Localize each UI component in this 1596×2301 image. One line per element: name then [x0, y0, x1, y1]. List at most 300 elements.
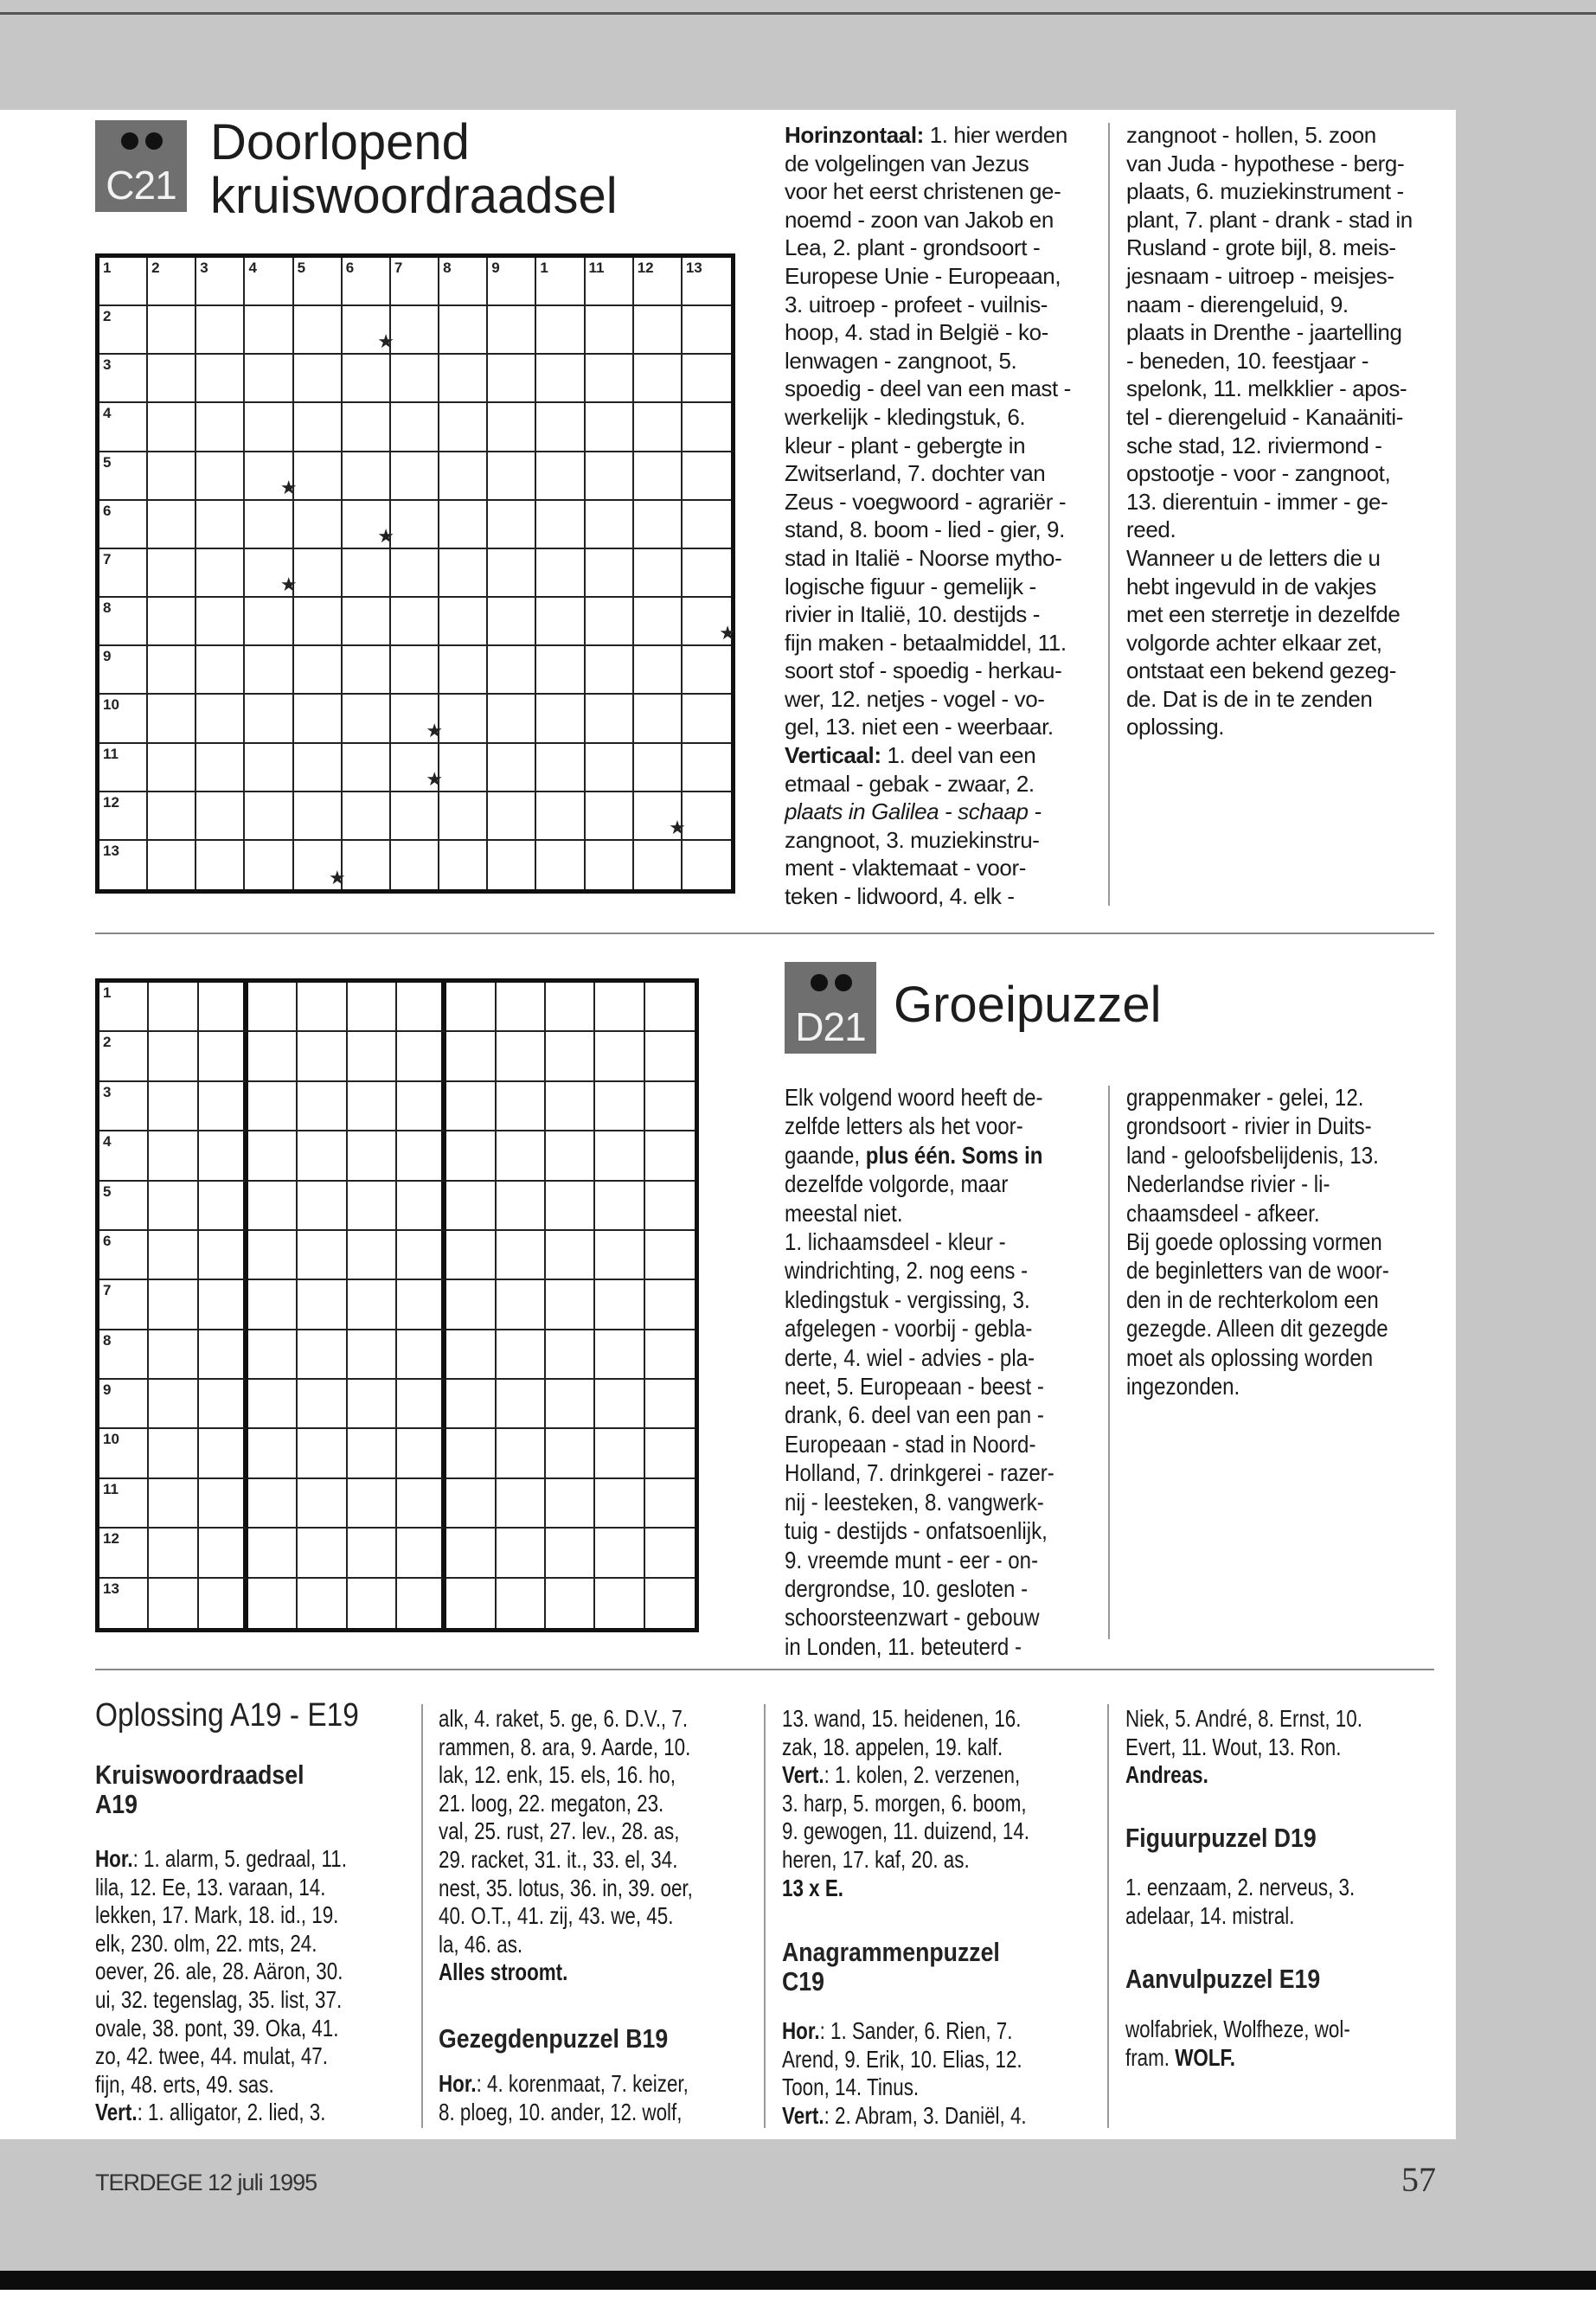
grid-cell[interactable] [391, 744, 444, 792]
grid-cell[interactable] [348, 1579, 397, 1628]
grid-cell[interactable] [343, 792, 391, 841]
grid-cell[interactable] [586, 695, 634, 743]
grid-cell[interactable] [245, 501, 293, 549]
grid-cell[interactable] [546, 1380, 595, 1429]
grid-cell[interactable] [634, 501, 683, 549]
grid-cell[interactable] [586, 452, 634, 501]
grid-cell[interactable] [586, 549, 634, 598]
grid-cell[interactable] [99, 1429, 149, 1478]
grid-cell[interactable] [439, 598, 488, 646]
grid-cell[interactable] [248, 1182, 298, 1231]
grid-cell[interactable] [546, 1429, 595, 1478]
grid-cell[interactable] [196, 792, 245, 841]
grid-cell[interactable] [298, 1479, 347, 1529]
grid-cell[interactable] [595, 1429, 644, 1478]
grid-cell[interactable] [397, 1529, 446, 1578]
grid-cell[interactable] [397, 1032, 446, 1081]
grid-cell[interactable] [536, 501, 585, 549]
grid-cell[interactable] [634, 744, 683, 792]
grid-cell[interactable] [645, 983, 695, 1032]
grid-cell[interactable] [149, 1231, 198, 1280]
grid-cell[interactable] [683, 403, 731, 452]
grid-cell[interactable] [149, 983, 198, 1032]
grid-cell[interactable] [148, 355, 196, 403]
grid-cell[interactable] [245, 841, 293, 889]
grid-cell[interactable] [536, 695, 585, 743]
grid-cell[interactable] [343, 501, 394, 549]
grid-cell[interactable] [99, 1182, 149, 1231]
grid-cell[interactable] [683, 598, 736, 646]
grid-cell[interactable] [348, 1429, 397, 1478]
grid-cell[interactable] [683, 258, 731, 306]
grid-cell[interactable] [586, 258, 634, 306]
grid-cell[interactable] [199, 1479, 248, 1529]
grid-cell[interactable] [645, 1330, 695, 1380]
grid-cell[interactable] [446, 1479, 496, 1529]
grid-cell[interactable] [488, 841, 536, 889]
grid-cell[interactable] [391, 841, 439, 889]
grid-cell[interactable] [536, 646, 585, 695]
grid-cell[interactable] [497, 1231, 546, 1280]
grid-cell[interactable] [199, 983, 248, 1032]
grid-cell[interactable] [497, 1131, 546, 1181]
grid-cell[interactable] [199, 1280, 248, 1330]
grid-cell[interactable] [348, 1082, 397, 1131]
grid-cell[interactable] [348, 1479, 397, 1529]
grid-cell[interactable] [196, 646, 245, 695]
grid-cell[interactable] [497, 1579, 546, 1628]
grid-cell[interactable] [397, 1330, 446, 1380]
grid-cell[interactable] [245, 695, 293, 743]
grid-cell[interactable] [497, 1280, 546, 1330]
grid-cell[interactable] [99, 501, 148, 549]
grid-cell[interactable] [683, 355, 731, 403]
grid-cell[interactable] [586, 841, 634, 889]
grid-cell[interactable] [348, 1131, 397, 1181]
grid-cell[interactable] [294, 841, 346, 889]
grid-cell[interactable] [196, 744, 245, 792]
grid-cell[interactable] [536, 744, 585, 792]
grid-cell[interactable] [546, 1032, 595, 1081]
grid-cell[interactable] [298, 1529, 347, 1578]
grid-cell[interactable] [99, 1330, 149, 1380]
grid-cell[interactable] [497, 1182, 546, 1231]
grid-cell[interactable] [446, 1032, 496, 1081]
grid-cell[interactable] [294, 598, 343, 646]
grid-cell[interactable] [595, 983, 644, 1032]
grid-cell[interactable] [245, 646, 293, 695]
grid-cell[interactable] [536, 258, 585, 306]
grid-cell[interactable] [397, 1429, 446, 1478]
grid-cell[interactable] [645, 1032, 695, 1081]
grid-cell[interactable] [536, 549, 585, 598]
grid-cell[interactable] [546, 983, 595, 1032]
grid-cell[interactable] [148, 646, 196, 695]
grid-cell[interactable] [99, 549, 148, 598]
grid-cell[interactable] [488, 501, 536, 549]
grid-cell[interactable] [439, 306, 488, 355]
grid-cell[interactable] [248, 1380, 298, 1429]
grid-cell[interactable] [634, 841, 683, 889]
grid-cell[interactable] [294, 549, 343, 598]
grid-cell[interactable] [397, 1579, 446, 1628]
grid-cell[interactable] [348, 983, 397, 1032]
grid-cell[interactable] [595, 1579, 644, 1628]
grid-cell[interactable] [245, 452, 298, 501]
grid-cell[interactable] [391, 355, 439, 403]
grid-cell[interactable] [149, 1429, 198, 1478]
grid-cell[interactable] [99, 695, 148, 743]
grid-cell[interactable] [645, 1579, 695, 1628]
grid-cell[interactable] [99, 1380, 149, 1429]
grid-cell[interactable] [245, 258, 293, 306]
grid-cell[interactable] [595, 1182, 644, 1231]
grid-cell[interactable] [348, 1182, 397, 1231]
grid-cell[interactable] [446, 1131, 496, 1181]
grid-cell[interactable] [536, 403, 585, 452]
grid-cell[interactable] [99, 1579, 149, 1628]
grid-cell[interactable] [397, 1380, 446, 1429]
grid-cell[interactable] [148, 306, 196, 355]
grid-cell[interactable] [391, 695, 444, 743]
grid-cell[interactable] [488, 792, 536, 841]
grid-cell[interactable] [439, 744, 488, 792]
grid-cell[interactable] [391, 598, 439, 646]
grid-cell[interactable] [245, 744, 293, 792]
grid-cell[interactable] [99, 1131, 149, 1181]
grid-cell[interactable] [294, 306, 343, 355]
grid-cell[interactable] [294, 646, 343, 695]
grid-cell[interactable] [343, 598, 391, 646]
grid-cell[interactable] [99, 841, 148, 889]
grid-cell[interactable] [196, 598, 245, 646]
grid-cell[interactable] [595, 1280, 644, 1330]
grid-cell[interactable] [536, 452, 585, 501]
grid-cell[interactable] [497, 1479, 546, 1529]
grid-cell[interactable] [298, 1082, 347, 1131]
grid-cell[interactable] [348, 1529, 397, 1578]
grid-cell[interactable] [196, 306, 245, 355]
grid-cell[interactable] [683, 306, 731, 355]
grid-cell[interactable] [546, 1330, 595, 1380]
grid-cell[interactable] [497, 983, 546, 1032]
grid-cell[interactable] [149, 1182, 198, 1231]
grid-cell[interactable] [634, 695, 683, 743]
grid-cell[interactable] [446, 1330, 496, 1380]
grid-cell[interactable] [248, 1131, 298, 1181]
grid-cell[interactable] [397, 1479, 446, 1529]
grid-cell[interactable] [99, 792, 148, 841]
grid-cell[interactable] [488, 258, 536, 306]
grid-cell[interactable] [99, 403, 148, 452]
grid-cell[interactable] [148, 792, 196, 841]
grid-cell[interactable] [397, 1280, 446, 1330]
grid-cell[interactable] [294, 355, 343, 403]
grid-cell[interactable] [99, 598, 148, 646]
grid-cell[interactable] [488, 549, 536, 598]
grid-cell[interactable] [488, 598, 536, 646]
grid-cell[interactable] [298, 1330, 347, 1380]
grid-cell[interactable] [348, 1032, 397, 1081]
grid-cell[interactable] [343, 695, 391, 743]
grid-cell[interactable] [199, 1131, 248, 1181]
grid-cell[interactable] [439, 258, 488, 306]
grid-cell[interactable] [683, 841, 731, 889]
grid-cell[interactable] [248, 1231, 298, 1280]
grid-cell[interactable] [546, 1182, 595, 1231]
grid-cell[interactable] [148, 258, 196, 306]
grid-cell[interactable] [546, 1231, 595, 1280]
grid-cell[interactable] [439, 695, 488, 743]
grid-cell[interactable] [248, 1280, 298, 1330]
grid-cell[interactable] [446, 1182, 496, 1231]
grid-cell[interactable] [586, 501, 634, 549]
grid-cell[interactable] [298, 1280, 347, 1330]
grid-cell[interactable] [348, 1280, 397, 1330]
grid-cell[interactable] [391, 792, 439, 841]
grid-cell[interactable] [645, 1429, 695, 1478]
grid-cell[interactable] [595, 1231, 644, 1280]
grid-cell[interactable] [148, 452, 196, 501]
grid-cell[interactable] [634, 792, 686, 841]
grid-cell[interactable] [294, 403, 343, 452]
grid-cell[interactable] [149, 1380, 198, 1429]
grid-cell[interactable] [148, 403, 196, 452]
grid-cell[interactable] [439, 549, 488, 598]
grid-cell[interactable] [348, 1231, 397, 1280]
grid-cell[interactable] [149, 1330, 198, 1380]
grid-cell[interactable] [634, 403, 683, 452]
grid-cell[interactable] [99, 744, 148, 792]
grid-cell[interactable] [439, 355, 488, 403]
grid-cell[interactable] [586, 355, 634, 403]
grid-cell[interactable] [683, 549, 731, 598]
grid-cell[interactable] [248, 1032, 298, 1081]
grid-cell[interactable] [298, 1429, 347, 1478]
grid-cell[interactable] [149, 1479, 198, 1529]
grid-cell[interactable] [343, 744, 391, 792]
grid-cell[interactable] [634, 598, 683, 646]
grid-cell[interactable] [343, 258, 391, 306]
grid-cell[interactable] [683, 501, 731, 549]
grid-cell[interactable] [634, 452, 683, 501]
grid-cell[interactable] [488, 403, 536, 452]
grid-cell[interactable] [99, 1032, 149, 1081]
grid-cell[interactable] [343, 403, 391, 452]
grid-cell[interactable] [149, 1082, 198, 1131]
grid-cell[interactable] [248, 1579, 298, 1628]
grid-cell[interactable] [298, 1131, 347, 1181]
grid-cell[interactable] [391, 403, 439, 452]
grid-cell[interactable] [397, 1082, 446, 1131]
grid-cell[interactable] [343, 646, 391, 695]
grid-cell[interactable] [536, 355, 585, 403]
grid-cell[interactable] [196, 452, 245, 501]
grid-cell[interactable] [99, 452, 148, 501]
grid-cell[interactable] [199, 1182, 248, 1231]
grid-cell[interactable] [343, 549, 391, 598]
grid-cell[interactable] [446, 1380, 496, 1429]
grid-cell[interactable] [343, 355, 391, 403]
grid-cell[interactable] [586, 792, 634, 841]
grid-cell[interactable] [645, 1082, 695, 1131]
grid-cell[interactable] [634, 258, 683, 306]
grid-cell[interactable] [446, 1529, 496, 1578]
grid-cell[interactable] [446, 1579, 496, 1628]
grid-cell[interactable] [595, 1529, 644, 1578]
grid-cell[interactable] [497, 1330, 546, 1380]
grid-cell[interactable] [298, 1182, 347, 1231]
grid-cell[interactable] [488, 306, 536, 355]
grid-cell[interactable] [245, 403, 293, 452]
grid-cell[interactable] [245, 306, 293, 355]
grid-cell[interactable] [488, 452, 536, 501]
grid-cell[interactable] [298, 1579, 347, 1628]
grid-cell[interactable] [99, 1479, 149, 1529]
grid-cell[interactable] [294, 744, 343, 792]
grid-cell[interactable] [99, 258, 148, 306]
grid-cell[interactable] [536, 598, 585, 646]
grid-cell[interactable] [683, 646, 731, 695]
grid-cell[interactable] [391, 646, 439, 695]
grid-cell[interactable] [488, 355, 536, 403]
grid-cell[interactable] [148, 841, 196, 889]
grid-cell[interactable] [196, 355, 245, 403]
grid-cell[interactable] [645, 1380, 695, 1429]
grid-cell[interactable] [199, 1330, 248, 1380]
grid-cell[interactable] [148, 744, 196, 792]
grid-cell[interactable] [298, 983, 347, 1032]
grid-cell[interactable] [199, 1032, 248, 1081]
grid-cell[interactable] [196, 258, 245, 306]
grid-cell[interactable] [546, 1529, 595, 1578]
grid-cell[interactable] [683, 744, 731, 792]
grid-cell[interactable] [348, 1330, 397, 1380]
grid-cell[interactable] [586, 744, 634, 792]
grid-cell[interactable] [348, 1380, 397, 1429]
grid-cell[interactable] [586, 306, 634, 355]
grid-cell[interactable] [298, 1380, 347, 1429]
grid-cell[interactable] [149, 1131, 198, 1181]
grid-cell[interactable] [439, 792, 488, 841]
grid-cell[interactable] [245, 598, 293, 646]
grid-cell[interactable] [248, 1479, 298, 1529]
grid-cell[interactable] [497, 1082, 546, 1131]
grid-cell[interactable] [294, 452, 343, 501]
grid-cell[interactable] [196, 841, 245, 889]
grid-cell[interactable] [497, 1429, 546, 1478]
grid-cell[interactable] [391, 306, 439, 355]
grid-cell[interactable] [149, 1032, 198, 1081]
grid-cell[interactable] [99, 1082, 149, 1131]
grid-cell[interactable] [634, 306, 683, 355]
grid-cell[interactable] [391, 258, 439, 306]
grid-cell[interactable] [439, 452, 488, 501]
grid-cell[interactable] [536, 306, 585, 355]
grid-cell[interactable] [245, 549, 298, 598]
grid-cell[interactable] [248, 983, 298, 1032]
grid-cell[interactable] [99, 983, 149, 1032]
grid-cell[interactable] [199, 1529, 248, 1578]
grid-cell[interactable] [446, 1429, 496, 1478]
grid-cell[interactable] [595, 1380, 644, 1429]
grid-cell[interactable] [99, 1231, 149, 1280]
grid-cell[interactable] [497, 1380, 546, 1429]
grid-cell[interactable] [683, 452, 731, 501]
grid-cell[interactable] [546, 1131, 595, 1181]
grid-cell[interactable] [488, 646, 536, 695]
grid-cell[interactable] [199, 1429, 248, 1478]
grid-cell[interactable] [199, 1579, 248, 1628]
grid-cell[interactable] [148, 549, 196, 598]
grid-cell[interactable] [397, 1131, 446, 1181]
grid-cell[interactable] [196, 403, 245, 452]
grid-cell[interactable] [248, 1330, 298, 1380]
grid-cell[interactable] [536, 792, 585, 841]
grid-cell[interactable] [546, 1579, 595, 1628]
grid-cell[interactable] [595, 1032, 644, 1081]
grid-cell[interactable] [595, 1479, 644, 1529]
grid-cell[interactable] [397, 1182, 446, 1231]
grid-cell[interactable] [294, 501, 343, 549]
grid-cell[interactable] [343, 841, 391, 889]
grid-cell[interactable] [645, 1182, 695, 1231]
grid-cell[interactable] [397, 1231, 446, 1280]
grid-cell[interactable] [645, 1529, 695, 1578]
grid-cell[interactable] [248, 1082, 298, 1131]
grid-cell[interactable] [196, 695, 245, 743]
grid-cell[interactable] [199, 1231, 248, 1280]
grid-cell[interactable] [488, 744, 536, 792]
grid-cell[interactable] [546, 1082, 595, 1131]
grid-cell[interactable] [595, 1131, 644, 1181]
grid-cell[interactable] [391, 501, 439, 549]
grid-cell[interactable] [343, 452, 391, 501]
grid-cell[interactable] [446, 983, 496, 1032]
grid-cell[interactable] [149, 1579, 198, 1628]
grid-cell[interactable] [586, 646, 634, 695]
grid-cell[interactable] [439, 841, 488, 889]
grid-cell[interactable] [199, 1082, 248, 1131]
grid-cell[interactable] [497, 1032, 546, 1081]
grid-cell[interactable] [294, 258, 343, 306]
grid-cell[interactable] [645, 1479, 695, 1529]
grid-cell[interactable] [446, 1082, 496, 1131]
grid-cell[interactable] [298, 1231, 347, 1280]
grid-cell[interactable] [595, 1082, 644, 1131]
grid-cell[interactable] [536, 841, 585, 889]
grid-cell[interactable] [546, 1479, 595, 1529]
grid-cell[interactable] [439, 403, 488, 452]
grid-cell[interactable] [446, 1231, 496, 1280]
grid-cell[interactable] [634, 355, 683, 403]
grid-cell[interactable] [298, 1032, 347, 1081]
grid-cell[interactable] [645, 1131, 695, 1181]
grid-cell[interactable] [148, 598, 196, 646]
grid-cell[interactable] [99, 355, 148, 403]
grid-cell[interactable] [343, 306, 394, 355]
grid-cell[interactable] [245, 792, 293, 841]
grid-cell[interactable] [546, 1280, 595, 1330]
grid-cell[interactable] [586, 403, 634, 452]
grid-cell[interactable] [683, 792, 731, 841]
grid-cell[interactable] [683, 695, 731, 743]
grid-cell[interactable] [645, 1231, 695, 1280]
grid-cell[interactable] [99, 1280, 149, 1330]
grid-cell[interactable] [645, 1280, 695, 1330]
grid-cell[interactable] [99, 306, 148, 355]
grid-cell[interactable] [196, 549, 245, 598]
